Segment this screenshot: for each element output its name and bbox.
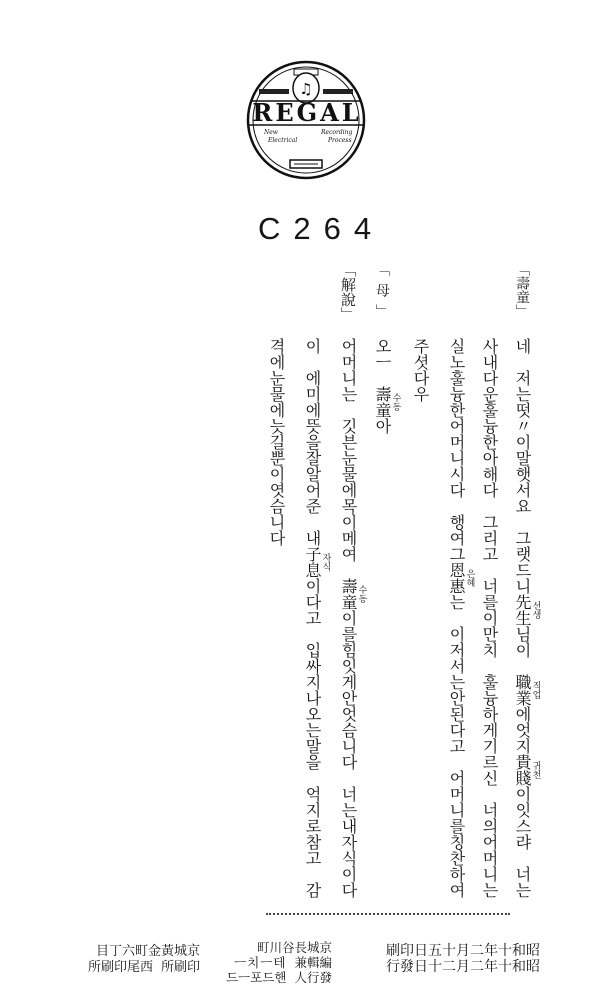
ruby-word [339,578,367,610]
lyric-text: 이잇스랴 너는 [513,786,532,898]
lyric-text: 오ㅡ [373,338,392,386]
lyric-column-3 [447,338,475,898]
ruby-reading: 직업 [530,674,541,706]
speaker-label-mother: 「母」 [374,262,390,325]
lyric-column-8 [267,338,285,546]
lyric-column-6 [339,338,367,898]
ruby-reading: 은혜 [464,562,475,594]
lyric-text: 이를힘잇게안엇슴니다 너는내자식이다 [339,610,358,898]
lyric-column-7 [303,338,331,898]
lyric-column-1 [513,338,541,898]
ruby-base: 壽童 [373,386,392,418]
speaker-label-narration: 「解說」 [339,262,357,322]
printer-name: 西尾印刷所 [87,960,153,975]
ruby-reading: 수동 [356,578,367,610]
lyric-text: 에엇지 [513,706,532,754]
publisher-line [226,970,332,985]
lyric-column-2 [480,338,498,898]
speaker-label-sudong: 「壽童」 [514,262,530,318]
logo-brand: REGAL [252,98,362,127]
publisher-name: 핸드포ㅡ드 [226,970,287,985]
music-note-icon: ♫ [299,80,313,98]
printer-line [88,960,200,975]
logo-caption-right-2: Process [328,137,352,144]
lyric-text: 사내다운훌늉한아해다 그리고 너를이만치 훌늉하게기르신 너의어머니는 [480,338,499,898]
logo-caption-right-1: Recording [321,129,353,136]
printed-date: 昭和十年二月十五日印刷 [386,943,540,959]
logo-caption-left-1: New [264,129,278,136]
publisher-address: 京城長谷川町 [256,940,332,955]
editor-line [234,955,332,970]
lyric-text: 어머니는 깃븐눈물에목이메여 [339,338,358,578]
ruby-word [373,386,401,418]
ruby-reading: 선생 [530,594,541,626]
publisher-label: 發行人 [294,970,332,985]
logo-right-bar [323,89,353,94]
dotted-divider [266,913,510,915]
lyric-column-4 [411,338,429,402]
ruby-word [513,594,541,626]
ruby-base: 壽童 [339,578,358,610]
printer-address: 京城黃金町六丁目 [95,944,200,959]
ruby-word [303,546,331,578]
ruby-base: 貴賤 [513,754,532,786]
lyric-text: 님이 [513,626,532,674]
ruby-word [447,562,475,594]
ruby-reading: 수동 [390,386,401,418]
ruby-base: 先生 [513,594,532,626]
lyric-text: 이다고 입싸지나오는말을 억지로참고 감 [303,578,322,898]
logo-caption-left-2: Electrical [268,137,298,144]
ruby-base: 恩惠 [447,562,466,594]
lyric-text: 격에눈물에늣길뿐이엿슴니다 [267,338,286,546]
lyric-column-5 [373,338,401,434]
lyric-text: 주셧다우 [411,338,430,402]
logo-left-bar [259,89,289,94]
ruby-reading: 자식 [320,546,331,578]
ruby-word [513,674,541,706]
ruby-base: 子息 [303,546,322,578]
ruby-reading: 귀천 [530,754,541,786]
regal-logo [244,58,368,182]
lyric-text: 아 [373,418,392,434]
ruby-base: 職業 [513,674,532,706]
editor-label: 編輯兼 [294,955,332,970]
issued-date: 昭和十年二月二十日發行 [386,959,540,975]
lyric-text: 는 이저서는안된다고 어머니를칭찬하여 [447,594,466,898]
ruby-word [513,754,541,786]
lyric-text: 네 저는떳〃이말햇서요 그랫드니 [513,338,532,594]
lyric-text: 실노훌늉한어머니시다 행여그 [447,338,466,562]
editor-name: 테ㅡ치ㅡ [234,955,287,970]
lyric-text: 이 에미에뜻을잘알어준 내 [303,338,322,546]
printer-label: 印刷所 [160,960,200,975]
record-number: C264 [258,211,385,246]
